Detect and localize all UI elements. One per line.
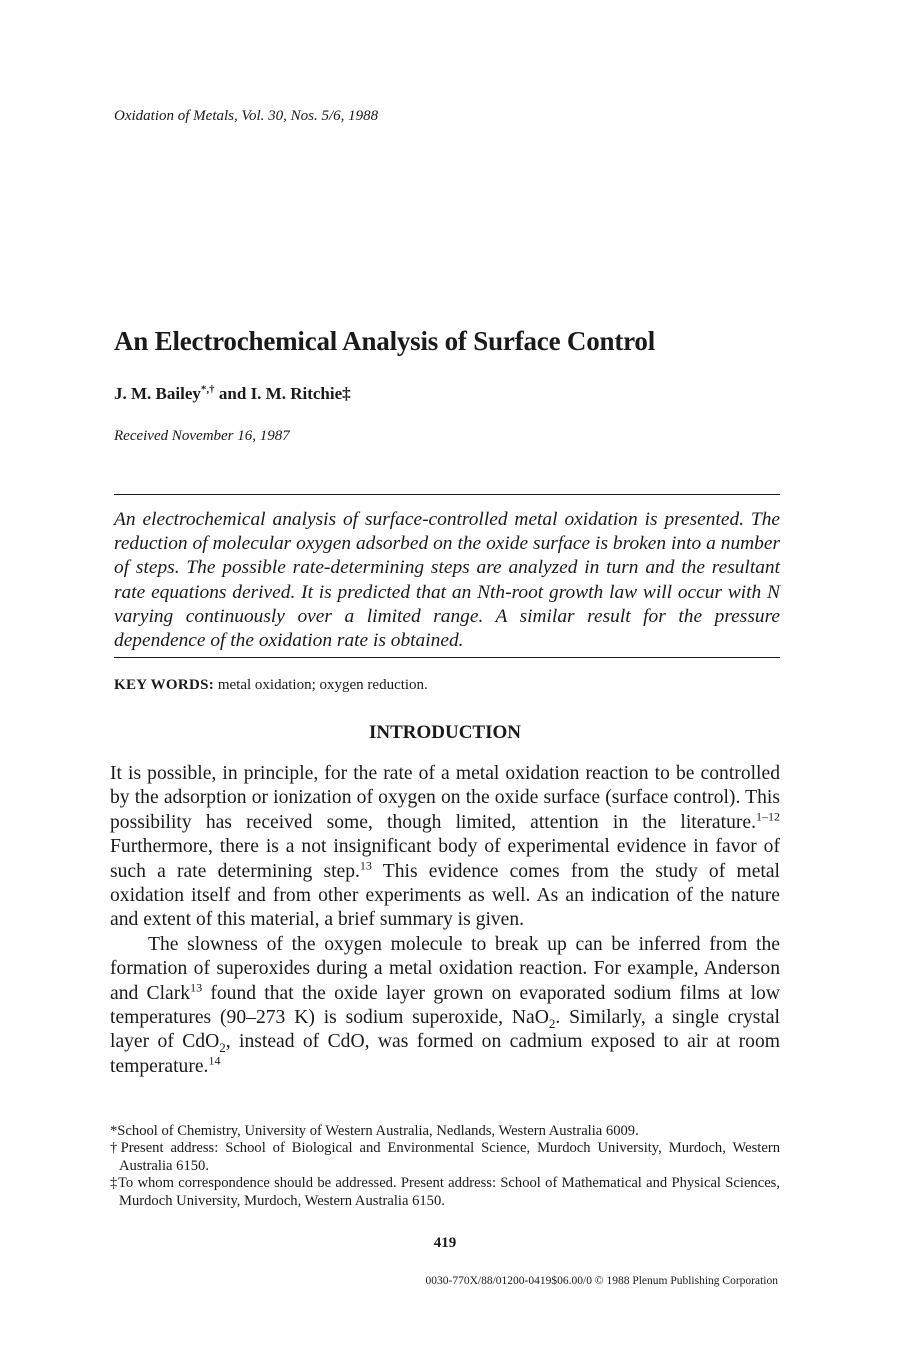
- paragraph: [110, 762, 780, 933]
- author-line: [114, 384, 351, 404]
- footnote: †Present address: School of Biological and Environmental Science, Murdoch University, Murdoch, Western Australia 6150.: [110, 1140, 780, 1174]
- page-number: 419: [433, 1235, 457, 1251]
- subscript: 2: [219, 1040, 226, 1056]
- paragraph-text: The slowness of the oxygen molecule to break up can be inferred from the formation of superoxides during a metal oxidation reaction. For example, Anderson and Clark: [110, 933, 780, 1004]
- footnote: *School of Chemistry, University of Western Australia, Nedlands, Western Australia 6009.: [110, 1123, 639, 1139]
- section-heading-introduction: INTRODUCTION: [368, 722, 522, 743]
- paragraph: [110, 933, 780, 1079]
- author-ritchie-mark: ‡: [342, 384, 351, 403]
- footnote: ‡To whom correspondence should be addressed. Present address: School of Mathematical and Physical Sciences, Murdoch University, Murdoch, Western Australia 6150.: [110, 1175, 780, 1209]
- paragraph-text: Furthermore, there is a not insignificant body of experimental evidence in favor of such a rate determining step.: [110, 836, 780, 882]
- footnotes: [110, 1123, 780, 1210]
- abstract-top-rule: [114, 494, 780, 495]
- journal-citation: Oxidation of Metals, Vol. 30, Nos. 5/6, 1988: [114, 108, 379, 124]
- article-title: An Electrochemical Analysis of Surface Control: [114, 326, 656, 356]
- copyright-line: 0030-770X/88/01200-0419$06.00/0 © 1988 Plenum Publishing Corporation: [425, 1275, 778, 1287]
- citation-ref: 1–12: [756, 809, 780, 824]
- author-bailey-marks: *,†: [200, 383, 215, 396]
- paragraph-text: This evidence comes from the study of metal oxidation itself and from other experiments as well. As an indication of the nature and extent of this material, a brief summary is given.: [110, 860, 780, 931]
- author-ritchie: I. M. Ritchie: [250, 384, 343, 403]
- keywords: [114, 677, 428, 694]
- paragraph-text: , instead of CdO, was formed on cadmium exposed to air at room temperature.: [110, 1031, 781, 1077]
- subscript: 2: [548, 1015, 556, 1031]
- citation-ref: 13: [190, 980, 203, 995]
- article-page: [110, 0, 780, 1350]
- keywords-value: metal oxidation; oxygen reduction.: [217, 677, 428, 693]
- author-conjunction: and: [214, 384, 251, 403]
- received-date: Received November 16, 1987: [114, 428, 290, 444]
- citation-ref: 13: [359, 858, 372, 873]
- paragraph-text: . Similarly, a single crystal layer of CdO: [110, 1007, 780, 1053]
- paragraph-text: It is possible, in principle, for the rate of a metal oxidation reaction to be controlled by the adsorption or ionization of oxygen on the oxide surface (surface control). This possibility has received some, though limited, attention in the literature.: [110, 763, 780, 833]
- author-bailey: J. M. Bailey: [114, 384, 201, 403]
- abstract-bottom-rule: [114, 657, 780, 658]
- introduction-body: [110, 762, 780, 1079]
- paragraph-text: found that the oxide layer grown on evaporated sodium films at low temperatures (90–273 K) is sodium superoxide, NaO: [110, 982, 780, 1029]
- keywords-label: KEY WORDS:: [114, 677, 215, 693]
- citation-ref: 14: [208, 1053, 221, 1068]
- abstract: An electrochemical analysis of surface-controlled metal oxidation is presented. The reduction of molecular oxygen adsorbed on the oxide surface is broken into a number of steps. The possible rate-determining steps are analyzed in turn and the resultant rate equations derived. It is predicted that an Nth-root growth law will occur with N varying continuously over a limited range. A similar result for the pressure dependence of the oxidation rate is obtained.: [114, 509, 780, 652]
